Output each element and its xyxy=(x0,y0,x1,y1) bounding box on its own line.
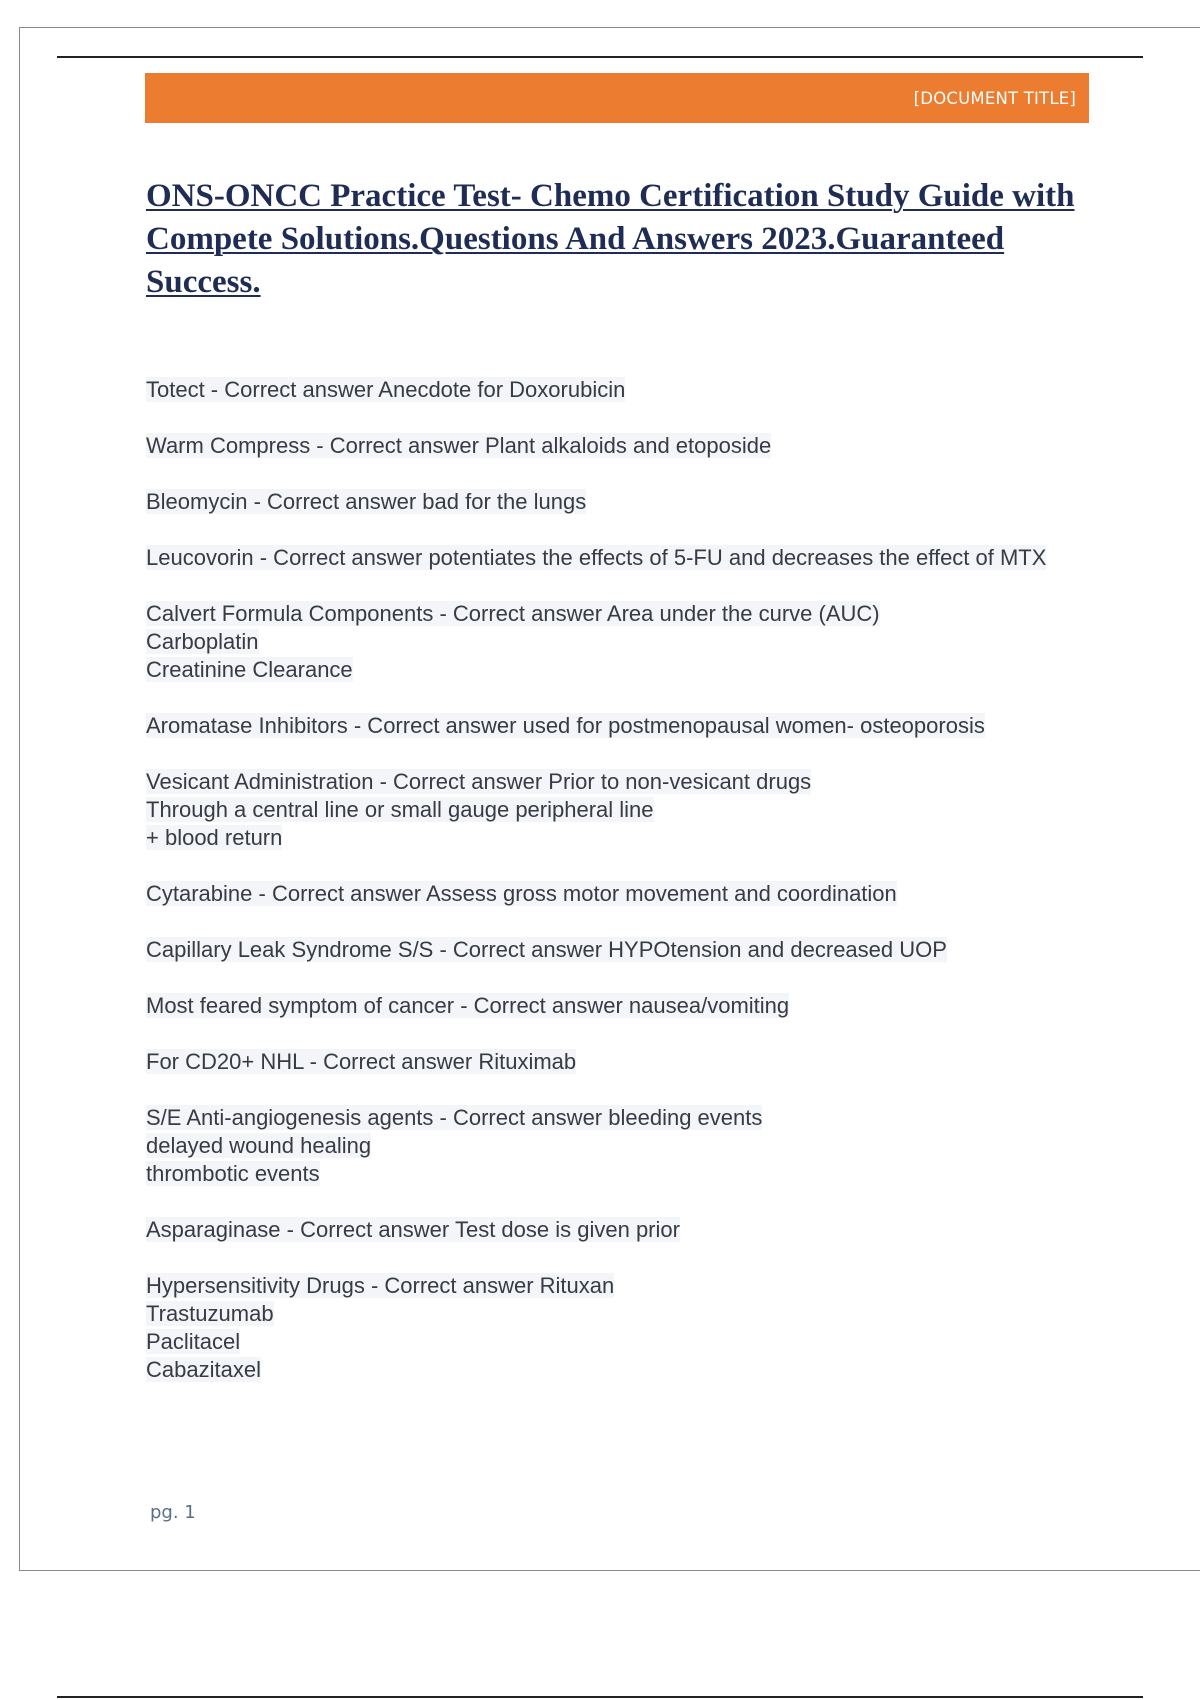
qa-item xyxy=(146,432,1106,460)
document-title: ONS-ONCC Practice Test- Chemo Certification Study Guide with Compete Solutions.Questions And Answers 2023.Guaranteed Success. xyxy=(146,178,1075,300)
qa-item-text: Capillary Leak Syndrome S/S - Correct answer HYPOtension and decreased UOP xyxy=(146,937,947,962)
qa-item xyxy=(146,768,1106,852)
qa-item-text: Vesicant Administration - Correct answer Prior to non-vesicant drugs Through a central line or small gauge peripheral line + blood return xyxy=(146,769,812,850)
qa-item xyxy=(146,992,1106,1020)
qa-item-text: Asparaginase - Correct answer Test dose is given prior xyxy=(146,1217,680,1242)
page-number: pg. 1 xyxy=(150,1502,196,1523)
qa-item-text: Warm Compress - Correct answer Plant alkaloids and etoposide xyxy=(146,433,772,458)
qa-item xyxy=(146,1216,1106,1244)
qa-item xyxy=(146,880,1106,908)
qa-item xyxy=(146,600,1106,684)
bottom-rule xyxy=(57,1696,1143,1698)
document-title-placeholder: [DOCUMENT TITLE] xyxy=(913,88,1076,108)
qa-list xyxy=(146,376,1106,1412)
qa-item-text: Bleomycin - Correct answer bad for the lungs xyxy=(146,489,587,514)
qa-item xyxy=(146,1048,1106,1076)
qa-item-text: Leucovorin - Correct answer potentiates the effects of 5-FU and decreases the effect of MTX xyxy=(146,545,1047,570)
qa-item xyxy=(146,544,1106,572)
qa-item-text: Most feared symptom of cancer - Correct answer nausea/vomiting xyxy=(146,993,790,1018)
top-rule xyxy=(57,56,1143,58)
qa-item-text: S/E Anti-angiogenesis agents - Correct answer bleeding events delayed wound healing thrombotic events xyxy=(146,1105,763,1186)
qa-item xyxy=(146,712,1106,740)
qa-item-text: Totect - Correct answer Anecdote for Doxorubicin xyxy=(146,377,626,402)
qa-item xyxy=(146,376,1106,404)
qa-item xyxy=(146,1272,1106,1384)
qa-item-text: Cytarabine - Correct answer Assess gross motor movement and coordination xyxy=(146,881,897,906)
qa-item-text: For CD20+ NHL - Correct answer Rituximab xyxy=(146,1049,577,1074)
qa-item-text: Hypersensitivity Drugs - Correct answer Rituxan Trastuzumab Paclitacel Cabazitaxel xyxy=(146,1273,615,1382)
qa-item-text: Calvert Formula Components - Correct answer Area under the curve (AUC) Carboplatin Creatinine Clearance xyxy=(146,601,880,682)
qa-item xyxy=(146,1104,1106,1188)
qa-item-text: Aromatase Inhibitors - Correct answer used for postmenopausal women- osteoporosis xyxy=(146,713,985,738)
qa-item xyxy=(146,488,1106,516)
header-bar xyxy=(145,73,1089,123)
qa-item xyxy=(146,936,1106,964)
